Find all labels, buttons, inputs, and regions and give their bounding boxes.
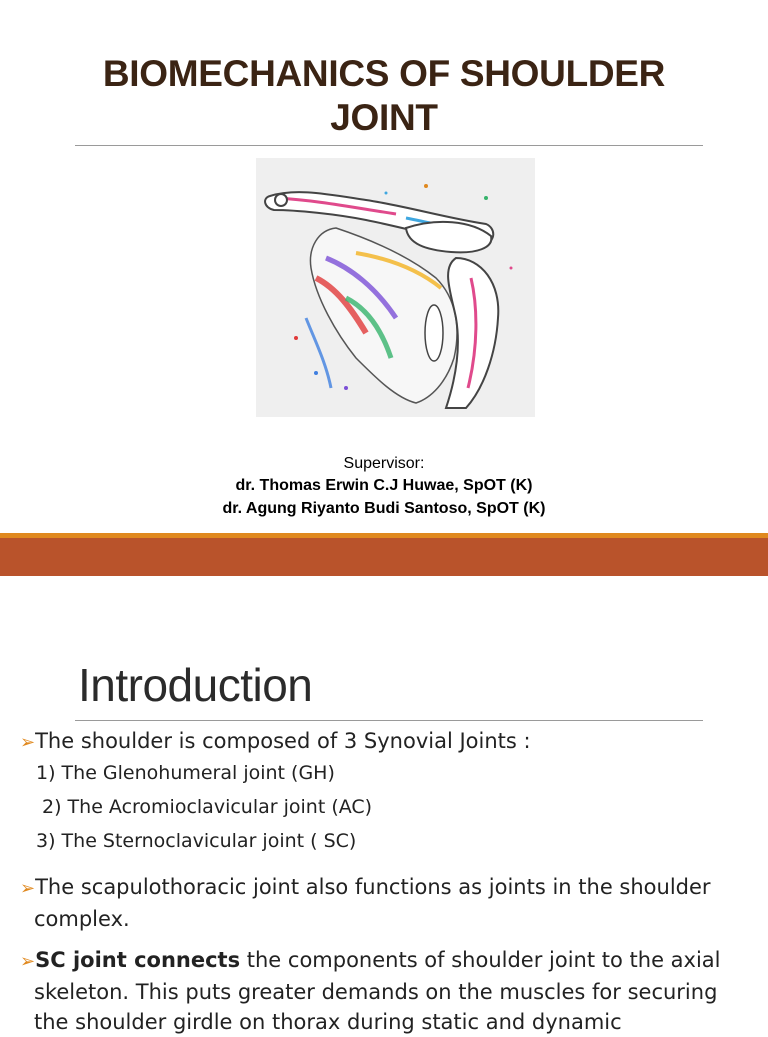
bullet-2-line-1: The scapulothoracic joint also functions as joints in the shoulder [35, 875, 711, 899]
title-line-1: BIOMECHANICS OF SHOULDER [102, 53, 666, 94]
footer-band [0, 538, 768, 576]
bullet-3-line-2: skeleton. This puts greater demands on the muscles for securing [34, 980, 718, 1004]
arrow-bullet-icon: ➢ [20, 878, 36, 899]
supervisor-name-1: dr. Thomas Erwin C.J Huwae, SpOT (K) [235, 477, 533, 494]
joint-item-2: 2) The Acromioclavicular joint (AC) [42, 796, 373, 818]
supervisor-label: Supervisor: [343, 455, 425, 472]
bullet-3-bold: SC joint connects [35, 948, 241, 972]
title-line-2: JOINT [330, 97, 438, 138]
joint-item-3: 3) The Sternoclavicular joint ( SC) [36, 830, 357, 852]
title-divider [75, 145, 703, 146]
slide-title [40, 52, 728, 140]
heading-divider [75, 720, 703, 721]
bullet-1-text: The shoulder is composed of 3 Synovial Joints : [35, 729, 531, 753]
bullet-3-line-3: the shoulder girdle on thorax during static and dynamic [34, 1010, 622, 1034]
bullet-1 [20, 726, 531, 758]
arrow-bullet-icon: ➢ [20, 951, 36, 972]
introduction-heading: Introduction [78, 659, 313, 711]
bullet-3 [20, 945, 765, 1037]
bullet-3-line-1: the components of shoulder joint to the axial [240, 948, 721, 972]
joint-item-1: 1) The Glenohumeral joint (GH) [36, 762, 335, 784]
shoulder-illustration [256, 158, 535, 417]
shoulder-watercolor-art [256, 158, 535, 417]
bullet-2 [20, 872, 765, 934]
arrow-bullet-icon: ➢ [20, 732, 36, 753]
bullet-2-line-2: complex. [34, 907, 130, 931]
supervisor-name-2: dr. Agung Riyanto Budi Santoso, SpOT (K) [222, 500, 546, 517]
